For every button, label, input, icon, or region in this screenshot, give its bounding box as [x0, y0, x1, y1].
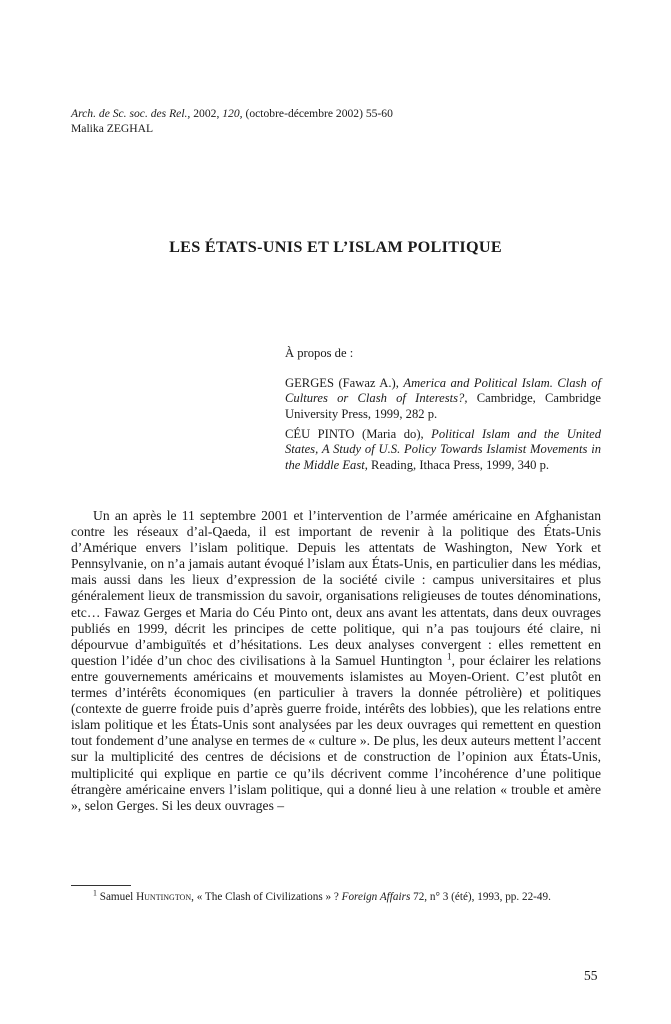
book-2-publisher: , Reading, Ithaca Press, 1999, 340 p.	[364, 457, 550, 472]
apropos-intro	[285, 346, 601, 361]
reviewed-book-1-citation	[285, 376, 601, 422]
book-1-publisher: Cambridge, Cambridge University Press, 1999, 282 p.	[285, 391, 601, 421]
footnote-marker[interactable]: 1	[446, 652, 452, 663]
footnote-divider	[71, 885, 131, 886]
body-text-part-2: , pour éclairer les relations entre gouvernements américains et mouvements islamistes au Moyen-Orient. C’est plutôt en termes d’intérêts économiques (en particulier à travers la donnée pétrolière) et politiques (contexte de guerre froide puis d’après guerre froide, intérêts des lobbies), que les relations entre islam politique et les États-Unis sont analysées par les deux ouvrages qui remettent en question tout fondement d’une analyse en termes de « culture ». De plus, les deux auteurs mettent l’accent sur la multiplicité des centres de décisions et de construction de l’opinion aux États-Unis, multiplicité qui explique en partie ce qu’ils décrivent comme l’incohérence d’une politique étrangère américaine envers l’islam politique, qui a donné lieu à une relation « trouble et amère », selon Gerges. Si les deux ouvrages –	[71, 652, 601, 813]
reviewed-book-2	[285, 427, 601, 473]
book-2-title: Political Islam and the United States, A Study of U.S. Policy Towards Islamist Movements in the Middle East	[285, 427, 601, 472]
journal-volume: 120,	[222, 107, 243, 120]
footnote-author-first: Samuel	[99, 891, 134, 903]
journal-year: 2002,	[193, 107, 220, 120]
journal-name: Arch. de Sc. soc. des Rel.,	[71, 107, 191, 120]
page-number: 55	[584, 968, 598, 983]
journal-header	[71, 106, 393, 136]
book-1-author: GERGES (Fawaz A.),	[285, 376, 399, 390]
footnote-author-last: Huntington	[136, 891, 192, 903]
apropos-intro-text: À propos de :	[285, 346, 354, 360]
footnote-details: 72, n° 3 (été), 1993, pp. 22-49.	[413, 891, 551, 903]
reviewed-book-2-citation	[285, 427, 601, 473]
footnote-journal: Foreign Affairs	[341, 891, 411, 903]
body-paragraph	[71, 508, 601, 814]
book-1-title: America and Political Islam. Clash of Cultures or Clash of Interests?,	[285, 376, 601, 406]
body-text-part-1: Un an après le 11 septembre 2001 et l’intervention de l’armée américaine en Afghanistan contre les réseaux d’al-Qaeda, il est important de revenir à la politique des États-Unis d’Amérique envers l’islam politique. Depuis les attentats de Washington, New York et Pennsylvanie, on n’a jamais autant évoqué l’islam aux États-Unis, en particulier dans les médias, mais aussi dans les lieux d’expression de la société civile : campus universitaires et plus généralement lieux de transmission du savoir, organisations religieuses de toutes dénominations, etc… Fawaz Gerges et Maria do Céu Pinto ont, deux ans avant les attentats, dans deux ouvrages publiés en 1999, décrit les principes de cette politique, qui n’a pas toujours été claire, ni dépourvue d’ambiguïtés et d’hésitations. Les deux analyses convergent : elles remettent en question l’idée d’un choc des civilisations à la Samuel Huntington	[71, 508, 601, 668]
footnote-article: , « The Clash of Civilizations » ?	[191, 891, 339, 903]
journal-pages: (octobre-décembre 2002) 55-60	[245, 107, 393, 120]
article-title: LES ÉTATS-UNIS ET L’ISLAM POLITIQUE	[169, 238, 502, 256]
footnote-number: 1	[93, 888, 97, 898]
footnote	[71, 890, 601, 905]
article-author: Malika ZEGHAL	[71, 122, 154, 135]
citation-line	[71, 106, 393, 121]
book-2-author: CÉU PINTO (Maria do),	[285, 427, 424, 441]
reviewed-book-1	[285, 376, 601, 422]
